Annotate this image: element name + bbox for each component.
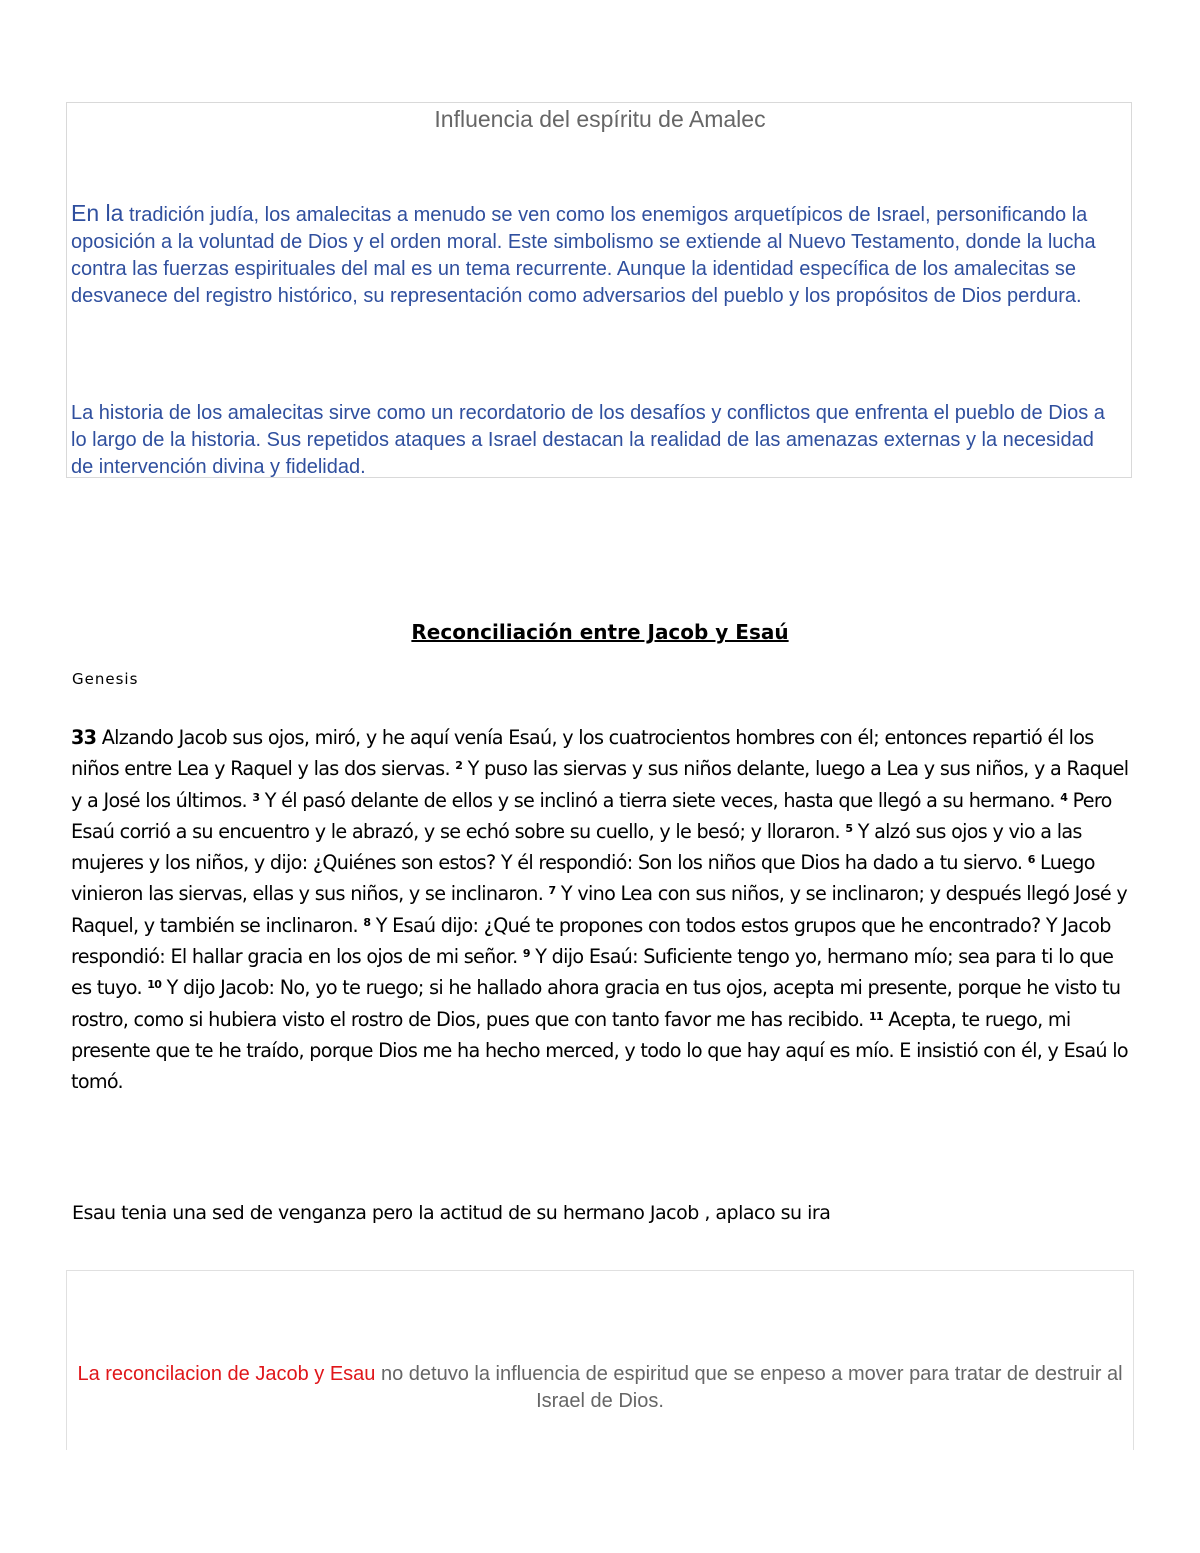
verse-text: Acepta, te ruego, mi presente que te he traído, porque Dios me ha hecho merced, y todo lo que hay aquí es mío. E insistió con él, y Esaú lo tomó. [71, 1007, 1128, 1094]
verse-number: 8 [363, 915, 371, 929]
amalec-paragraph-2: La historia de los amalecitas sirve como un recordatorio de los desafíos y conflictos que enfrenta el pueblo de Dios a lo largo de la historia. Sus repetidos ataques a Israel destacan la realidad de las amenazas externas y la necesidad de intervención divina y fidelidad. [71, 402, 1105, 478]
verse-text: Alzando Jacob sus ojos, miró, y he aquí venía Esaú, y los cuatrocientos hombres con él; entonces repartió él los niños entre Lea y Raquel y las dos siervas. [71, 726, 1094, 781]
verse-number: 2 [455, 759, 463, 773]
amalec-paragraph-1-lead: En la [71, 200, 124, 226]
verse-text: Luego vinieron las siervas, ellas y sus niños, y se inclinaron. [71, 851, 1095, 906]
amalec-paragraph-1-body: tradición judía, los amalecitas a menudo se ven como los enemigos arquetípicos de Israel, personificando la oposición a la voluntad de Dios y el orden moral. Este simbolismo se extiende al Nuevo Testamento, donde la lucha contra las fuerzas espirituales del mal es un tema recurrente. Aunque la identidad específica de los amalecitas se desvanece del registro histórico, su representación como adversarios del pueblo y los propósitos de Dios perdura. [71, 204, 1096, 307]
conclusion-rest: no detuvo la influencia de espiritud que se enpeso a mover para tratar de destruir al Israel de Dios. [375, 1363, 1123, 1412]
verse-text: Y dijo Jacob: No, yo te ruego; si he hallado ahora gracia en tus ojos, acepta mi presente, porque he visto tu rostro, como si hubiera visto el rostro de Dios, pues que con tanto favor me has recibido. [71, 976, 1121, 1031]
conclusion-text [66, 1361, 1134, 1415]
conclusion-highlight: La reconcilacion de Jacob y Esau [77, 1363, 376, 1385]
scripture-passage [71, 722, 1133, 1098]
chapter-number: 33 [71, 726, 97, 749]
verse-number: 9 [522, 947, 530, 961]
verse-number: 6 [1027, 853, 1035, 867]
verse-number: 4 [1060, 790, 1068, 804]
verse-text: Pero Esaú corrió a su encuentro y le abrazó, y se echó sobre su cuello, y le besó; y lloraron. [71, 788, 1112, 843]
verse-text: Y él pasó delante de ellos y se inclinó a tierra siete veces, hasta que llegó a su hermano. [259, 788, 1055, 812]
reconciliation-heading: Reconciliación entre Jacob y Esaú [411, 620, 789, 644]
verse-number: 5 [845, 821, 853, 835]
verse-text: Y puso las siervas y sus niños delante, luego a Lea y sus niños, y a Raquel y a José los últimos. [71, 757, 1129, 812]
verse-text: Y alzó sus ojos y vio a las mujeres y los niños, y dijo: ¿Quiénes son estos? Y él respondió: Son los niños que Dios ha dado a tu siervo. [71, 819, 1082, 875]
esau-note: Esau tenia una sed de venganza pero la actitud de su hermano Jacob , aplaco su ira [72, 1202, 831, 1224]
verse-text: Y vino Lea con sus niños, y se inclinaron; y después llegó José y Raquel, y también se inclinaron. [71, 882, 1128, 937]
verse-number: 10 [147, 978, 162, 992]
amalec-title: Influencia del espíritu de Amalec [434, 106, 766, 132]
verse-number: 11 [868, 1009, 883, 1023]
verse-text: Y Esaú dijo: ¿Qué te propones con todos estos grupos que he encontrado? Y Jacob respondió: El hallar gracia en los ojos de mi señor. [71, 913, 1111, 969]
conclusion-box [66, 1270, 1134, 1450]
amalec-paragraph-1 [71, 200, 1121, 310]
verse-text: Y dijo Esaú: Suficiente tengo yo, hermano mío; sea para ti lo que es tuyo. [71, 945, 1114, 1000]
verse-number: 3 [252, 790, 260, 804]
verse-number: 7 [548, 884, 556, 898]
book-name: Genesis [72, 670, 139, 688]
